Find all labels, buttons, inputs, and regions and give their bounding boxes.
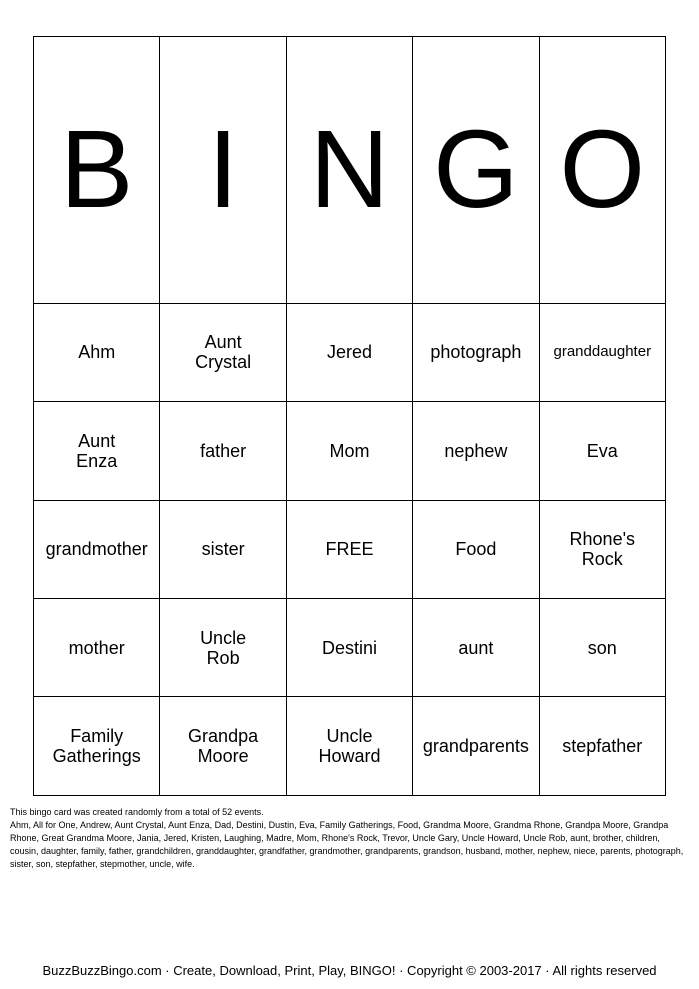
free-space-cell: FREE bbox=[286, 500, 412, 598]
bingo-row bbox=[34, 599, 666, 697]
footnote-intro: This bingo card was created randomly from a total of 52 events. bbox=[10, 807, 264, 817]
bingo-cell: stepfather bbox=[539, 697, 665, 796]
header-letter-i: I bbox=[160, 37, 286, 304]
bingo-cell: son bbox=[539, 599, 665, 697]
bingo-cell: Ahm bbox=[34, 303, 160, 401]
bingo-row bbox=[34, 303, 666, 401]
bingo-cell: granddaughter bbox=[539, 303, 665, 401]
bingo-cell: Aunt Enza bbox=[34, 402, 160, 500]
bingo-cell: Jered bbox=[286, 303, 412, 401]
bingo-cell: Aunt Crystal bbox=[160, 303, 286, 401]
bingo-cell: Food bbox=[413, 500, 539, 598]
header-letter-g: G bbox=[413, 37, 539, 304]
bingo-cell: Family Gatherings bbox=[34, 697, 160, 796]
bingo-header-row bbox=[34, 37, 666, 304]
bingo-cell: Rhone's Rock bbox=[539, 500, 665, 598]
bingo-cell: father bbox=[160, 402, 286, 500]
page-footer: BuzzBuzzBingo.com · Create, Download, Print, Play, BINGO! · Copyright © 2003-2017 · All rights reserved bbox=[42, 963, 657, 978]
bingo-cell: mother bbox=[34, 599, 160, 697]
bingo-cell: Eva bbox=[539, 402, 665, 500]
header-letter-n: N bbox=[286, 37, 412, 304]
bingo-cell: Mom bbox=[286, 402, 412, 500]
bingo-cell: grandmother bbox=[34, 500, 160, 598]
header-letter-b: B bbox=[34, 37, 160, 304]
bingo-row bbox=[34, 500, 666, 598]
bingo-cell: Uncle Howard bbox=[286, 697, 412, 796]
bingo-row bbox=[34, 697, 666, 796]
bingo-cell: photograph bbox=[413, 303, 539, 401]
bingo-cell: Uncle Rob bbox=[160, 599, 286, 697]
bingo-cell: grandparents bbox=[413, 697, 539, 796]
header-letter-o: O bbox=[539, 37, 665, 304]
footnote-event-list: Ahm, All for One, Andrew, Aunt Crystal, Aunt Enza, Dad, Destini, Dustin, Eva, Family Gatherings, Food, Grandma Moore, Grandma Rhone, Grandpa Moore, Grandpa Rhone, Great Grandma Moore, Jania, Jered, Kristen, Laughing, Madre, Mom, Rhone's Rock, Trevor, Uncle Gary, Uncle Howard, Uncle Rob, aunt, brother, children, cousin, daughter, family, father, grandchildren, granddaughter, grandfather, grandmother, grandparents, grandson, husband, mother, nephew, niece, parents, photograph, sister, son, stepfather, stepmother, uncle, wife. bbox=[10, 820, 684, 869]
bingo-cell: Grandpa Moore bbox=[160, 697, 286, 796]
bingo-cell: aunt bbox=[413, 599, 539, 697]
bingo-cell: nephew bbox=[413, 402, 539, 500]
bingo-row bbox=[34, 402, 666, 500]
bingo-cell: Destini bbox=[286, 599, 412, 697]
bingo-cell: sister bbox=[160, 500, 286, 598]
card-footnote bbox=[10, 806, 690, 871]
bingo-card bbox=[33, 36, 666, 796]
